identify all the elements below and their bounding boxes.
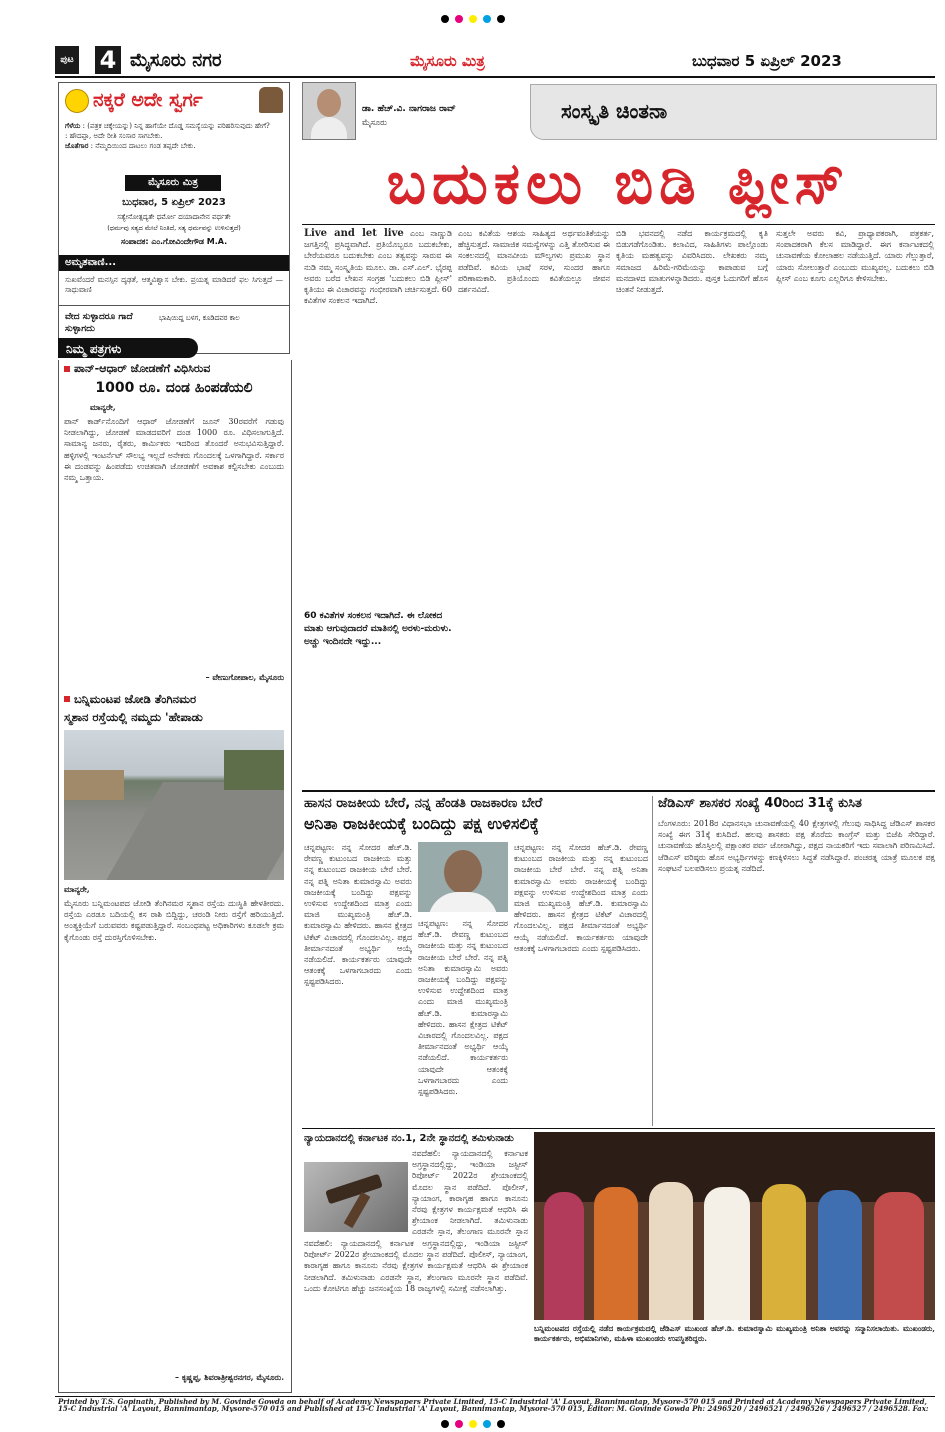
article2-body-col1: ಚನ್ನಪಟ್ಟಣ: ನನ್ನ ಸೋದರ ಹೆಚ್.ಡಿ. ರೇವಣ್ಣ ಕುಟುಂಬದ ರಾಜಕೀಯ ಮತ್ತು ನನ್ನ ಕುಟುಂಬದ ರಾಜಕೀಯ ಬೇರೆ ಬೇರೆ. ನನ್ನ ಪತ್ನಿ ಅನಿತಾ ಕುಮಾರಸ್ವಾಮಿ ಅವರು ರಾಜಕೀಯಕ್ಕೆ ಬಂದಿದ್ದು ಪಕ್ಷವನ್ನು ಉಳಿಸುವ ಉದ್ದೇಶದಿಂದ ಮಾತ್ರ ಎಂದು ಮಾಜಿ ಮುಖ್ಯಮಂತ್ರಿ ಹೆಚ್.ಡಿ. ಕುಮಾರಸ್ವಾಮಿ ಹೇಳಿದರು. ಹಾಸನ ಕ್ಷೇತ್ರದ ಟಿಕೆಟ್ ವಿಚಾರದಲ್ಲಿ ಗೊಂದಲವಿಲ್ಲ. ಪಕ್ಷದ ತೀರ್ಮಾನದಂತೆ ಅಭ್ಯರ್ಥಿ ಆಯ್ಕೆ ನಡೆಯಲಿದೆ. ಕಾರ್ಯಕರ್ತರು ಯಾವುದೇ ಆತಂಕಕ್ಕೆ ಒಳಗಾಗಬಾರದು ಎಂದು ಸ್ಪಷ್ಟಪಡಿಸಿದರು. xyxy=(304,843,412,987)
small-date: ಬುಧವಾರ, 5 ಏಪ್ರಿಲ್ 2023 xyxy=(122,197,226,208)
column-title: ಸಂಸ್ಕೃತಿ ಚಿಂತನಾ xyxy=(561,99,668,123)
humor-box xyxy=(58,82,290,354)
joke-item: ಜೊತೆಗಾರ : ನೆಮ್ಮದಿಯಿಂದ ದಾಟಲು ಗಂಡ ತಪ್ಪದೇ ಬೇಕು. xyxy=(65,141,196,150)
article2-body-col3: ಚನ್ನಪಟ್ಟಣ: ನನ್ನ ಸೋದರ ಹೆಚ್.ಡಿ. ರೇವಣ್ಣ ಕುಟುಂಬದ ರಾಜಕೀಯ ಮತ್ತು ನನ್ನ ಕುಟುಂಬದ ರಾಜಕೀಯ ಬೇರೆ ಬೇರೆ. ನನ್ನ ಪತ್ನಿ ಅನಿತಾ ಕುಮಾರಸ್ವಾಮಿ ಅವರು ರಾಜಕೀಯಕ್ಕೆ ಬಂದಿದ್ದು ಪಕ್ಷವನ್ನು ಉಳಿಸುವ ಉದ್ದೇಶದಿಂದ ಮಾತ್ರ ಎಂದು ಮಾಜಿ ಮುಖ್ಯಮಂತ್ರಿ ಹೆಚ್.ಡಿ. ಕುಮಾರಸ್ವಾಮಿ ಹೇಳಿದರು. ಹಾಸನ ಕ್ಷೇತ್ರದ ಟಿಕೆಟ್ ವಿಚಾರದಲ್ಲಿ ಗೊಂದಲವಿಲ್ಲ. ಪಕ್ಷದ ತೀರ್ಮಾನದಂತೆ ಅಭ್ಯರ್ಥಿ ಆಯ್ಕೆ ನಡೆಯಲಿದೆ. ಕಾರ್ಯಕರ್ತರು ಯಾವುದೇ ಆತಂಕಕ್ಕೆ ಒಳಗಾಗಬಾರದು ಎಂದು ಸ್ಪಷ್ಟಪಡಿಸಿದರು. xyxy=(514,843,648,953)
letter1-title-a: ಪಾನ್-ಆಧಾರ್ ಜೋಡಣೆಗೆ ವಿಧಿಸಿರುವ xyxy=(74,362,211,375)
section-title: ಮೈಸೂರು ನಗರ xyxy=(130,50,222,71)
registration-marks-bottom xyxy=(300,1413,645,1423)
column-bottom-rule xyxy=(302,790,935,792)
column-body-col4: ಸುತ್ತಲೇ ಅವರು ಕವಿ, ಪ್ರಾಧ್ಯಾಪಕರಾಗಿ, ಪತ್ರಕರ್ತ, ಸಂಪಾದಕರಾಗಿ ಕೆಲಸ ಮಾಡಿದ್ದಾರೆ. ಈಗ ಕರ್ನಾಟಕದಲ್ಲಿ ಚುನಾವಣೆಯ ಕೋಲಾಹಲ ನಡೆಯುತ್ತಿದೆ. ಯಾರು ಗೆಲ್ಲುತ್ತಾರೆ, ಯಾರು ಸೋಲುತ್ತಾರೆ ಎಂಬುದು ಮುಖ್ಯವಲ್ಲ. ಬದುಕಲು ಬಿಡಿ ಪ್ಲೀಸ್ ಎಂಬ ಕೂಗು ಎಲ್ಲರಿಗೂ ಕೇಳಿಸಬೇಕು. xyxy=(776,229,934,283)
veda-title: ವೇದ ಸುಳ್ಳಾದರೂ ಗಾದೆ ಸುಳ್ಳಾಗದು xyxy=(65,312,133,334)
letter2-marker xyxy=(64,696,70,702)
masthead-date: ಬುಧವಾರ 5 ಏಪ್ರಿಲ್ 2023 xyxy=(692,52,842,70)
paper-name: ಮೈಸೂರು ಮಿತ್ರ xyxy=(410,52,485,70)
article-mid-rule xyxy=(302,1128,935,1129)
pullquote: 60 ಕವಿತೆಗಳ ಸಂಕಲನ ಇದಾಗಿದೆ. ಈ ಲೋಕದ ಮಾತು ಆಗುವುದಾದರೆ ಮಾತಿನಲ್ಲಿ ಅರಳು-ಮರುಳು. ಅಚ್ಚು ಇಂದಿನದೇ ಇದ್ದು... xyxy=(304,611,452,647)
letter1-title-b: 1000 ರೂ. ದಂಡ ಹಿಂಪಡೆಯಲಿ xyxy=(95,380,253,396)
lead-english: Live and let live xyxy=(304,228,404,239)
article2-headline-b: ಅನಿತಾ ರಾಜಕೀಯಕ್ಕೆ ಬಂದಿದ್ದು ಪಕ್ಷ ಉಳಿಸಲಿಕ್ಕೆ xyxy=(304,814,539,833)
cartoon-icon xyxy=(259,87,283,113)
humor-title: ನಕ್ಕರೆ ಅದೇ ಸ್ವರ್ಗ xyxy=(93,89,203,111)
main-headline: ಬದುಕಲು ಬಿಡಿ ಪ್ಲೀಸ್ xyxy=(386,149,851,217)
sanskrit-quote-2: (ಧರ್ಮವು ಸತ್ಯದ ಮೇಲೆ ನಿಂತಿದೆ, ಸತ್ಯ ಧರ್ಮವನ್ನು ಉಳಿಸುತ್ತದೆ) xyxy=(107,224,241,232)
laugh-icon xyxy=(65,89,89,113)
registration-marks-top xyxy=(300,8,645,18)
column-body-col2: ಎಂಬ ಕವಿತೆಯ ಆಶಯ ಸಾಹಿತ್ಯದ ಅರ್ಥವಂತಿಕೆಯನ್ನು ಹೆಚ್ಚಿಸುತ್ತದೆ. ಸಾಮಾಜಿಕ ಸಮಸ್ಯೆಗಳನ್ನು ಎತ್ತಿ ತೋರಿಸುವ ಈ ಸಂಕಲನದಲ್ಲಿ ಮಾನವೀಯ ಮೌಲ್ಯಗಳು ಪ್ರಮುಖ ಸ್ಥಾನ ಪಡೆದಿವೆ. ಕವಿಯ ಭಾಷೆ ಸರಳ, ಸುಂದರ ಹಾಗೂ ಪರಿಣಾಮಕಾರಿ. ಪ್ರತಿಯೊಂದು ಕವಿತೆಯಲ್ಲೂ ಜೀವನ ದರ್ಶನವಿದೆ. xyxy=(458,229,610,295)
small-logo: ಮೈಸೂರು ಮಿತ್ರ xyxy=(125,175,221,191)
columnist-photo xyxy=(302,82,356,140)
article3-divider xyxy=(652,796,653,1126)
event-photo-caption: ಬನ್ನಿಮಂಟಪದ ರಸ್ತೆಯಲ್ಲಿ ನಡೆದ ಕಾರ್ಯಕ್ರಮದಲ್ಲಿ ಜೆಡಿಎಸ್ ಮುಖಂಡ ಹೆಚ್.ಡಿ. ಕುಮಾರಸ್ವಾಮಿ ಮುಖ್ಯಮಂತ್ರಿ ಅನಿತಾ ಅವರನ್ನು ಸನ್ಮಾನಿಸಲಾಯಿತು. ಮುಖಂಡರು, ಕಾರ್ಯಕರ್ತರು, ಅಭಿಮಾನಿಗಳು, ಮಹಿಳಾ ಮುಖಂಡರು ಉಪಸ್ಥಿತರಿದ್ದರು. xyxy=(534,1324,935,1343)
letter2-title-a: ಬನ್ನಿಮಂಟಪ ಜೋಡಿ ತೆಂಗಿನಮರ xyxy=(74,692,197,706)
article2-body-col2: ಚನ್ನಪಟ್ಟಣ: ನನ್ನ ಸೋದರ ಹೆಚ್.ಡಿ. ರೇವಣ್ಣ ಕುಟುಂಬದ ರಾಜಕೀಯ ಮತ್ತು ನನ್ನ ಕುಟುಂಬದ ರಾಜಕೀಯ ಬೇರೆ ಬೇರೆ. ನನ್ನ ಪತ್ನಿ ಅನಿತಾ ಕುಮಾರಸ್ವಾಮಿ ಅವರು ರಾಜಕೀಯಕ್ಕೆ ಬಂದಿದ್ದು ಪಕ್ಷವನ್ನು ಉಳಿಸುವ ಉದ್ದೇಶದಿಂದ ಮಾತ್ರ ಎಂದು ಮಾಜಿ ಮುಖ್ಯಮಂತ್ರಿ ಹೆಚ್.ಡಿ. ಕುಮಾರಸ್ವಾಮಿ ಹೇಳಿದರು. ಹಾಸನ ಕ್ಷೇತ್ರದ ಟಿಕೆಟ್ ವಿಚಾರದಲ್ಲಿ ಗೊಂದಲವಿಲ್ಲ. ಪಕ್ಷದ ತೀರ್ಮಾನದಂತೆ ಅಭ್ಯರ್ಥಿ ಆಯ್ಕೆ ನಡೆಯಲಿದೆ. ಕಾರ್ಯಕರ್ತರು ಯಾವುದೇ ಆತಂಕಕ್ಕೆ ಒಳಗಾಗಬಾರದು ಎಂದು ಸ್ಪಷ್ಟಪಡಿಸಿದರು. xyxy=(418,919,508,1097)
letter1-salutation: ಮಾನ್ಯರೇ, xyxy=(90,402,116,412)
article4-body-b: ನವದೆಹಲಿ: ನ್ಯಾಯದಾನದಲ್ಲಿ ಕರ್ನಾಟಕ ಅಗ್ರಸ್ಥಾನದಲ್ಲಿದ್ದು, ಇಂಡಿಯಾ ಜಸ್ಟೀಸ್ ರಿಪೋರ್ಟ್ 2022ರ ಶ್ರೇಯಾಂಕದಲ್ಲಿ ಮೊದಲ ಸ್ಥಾನ ಪಡೆದಿದೆ. ಪೊಲೀಸ್, ನ್ಯಾಯಾಂಗ, ಕಾರಾಗೃಹ ಹಾಗೂ ಕಾನೂನು ನೆರವು ಕ್ಷೇತ್ರಗಳ ಕಾರ್ಯಕ್ಷಮತೆ ಆಧರಿಸಿ ಈ ಶ್ರೇಯಾಂಕ ನೀಡಲಾಗಿದೆ. ತಮಿಳುನಾಡು ಎರಡನೇ ಸ್ಥಾನ, ತೆಲಂಗಾಣ ಮೂರನೇ ಸ್ಥಾನ ಪಡೆದಿವೆ. ಒಂದು ಕೋಟಿಗೂ ಹೆಚ್ಚು ಜನಸಂಖ್ಯೆಯ 18 ರಾಜ್ಯಗಳಲ್ಲಿ ಸಮೀಕ್ಷೆ ನಡೆಸಲಾಗಿತ್ತು. xyxy=(304,1239,528,1293)
letter1-author: – ವೇಣುಗೋಪಾಲ, ಮೈಸೂರು xyxy=(205,672,284,682)
letter1-body: ಪಾನ್ ಕಾರ್ಡ್‌ನೊಂದಿಗೆ ಆಧಾರ್ ಜೋಡಣೆಗೆ ಜೂನ್ 30ರವರೆಗೆ ಗಡುವು ನೀಡಲಾಗಿದ್ದು, ಜೋಡಣೆ ಮಾಡದವರಿಗೆ ದಂಡ 1000 ರೂ. ವಿಧಿಸಲಾಗುತ್ತಿದೆ. ಸಾಮಾನ್ಯ ಜನರು, ರೈತರು, ಕಾರ್ಮಿಕರು ಇದರಿಂದ ತೊಂದರೆ ಅನುಭವಿಸುತ್ತಿದ್ದಾರೆ. ಹಳ್ಳಿಗಳಲ್ಲಿ ಇಂಟರ್ನೆಟ್ ಸೌಲಭ್ಯ ಇಲ್ಲದೆ ಅನೇಕರು ಗೊಂದಲಕ್ಕೆ ಒಳಗಾಗಿದ್ದಾರೆ. ಸರ್ಕಾರ ಈ ದಂಡವನ್ನು ಹಿಂಪಡೆದು ಉಚಿತವಾಗಿ ಜೋಡಣೆಗೆ ಅವಕಾಶ ಕಲ್ಪಿಸಬೇಕು ಎಂಬುದು ನಮ್ಮ ಒತ್ತಾಯ. xyxy=(64,417,284,483)
article4-body-a: ನವದೆಹಲಿ: ನ್ಯಾಯದಾನದಲ್ಲಿ ಕರ್ನಾಟಕ ಅಗ್ರಸ್ಥಾನದಲ್ಲಿದ್ದು, ಇಂಡಿಯಾ ಜಸ್ಟೀಸ್ ರಿಪೋರ್ಟ್ 2022ರ ಶ್ರೇಯಾಂಕದಲ್ಲಿ ಮೊದಲ ಸ್ಥಾನ ಪಡೆದಿದೆ. ಪೊಲೀಸ್, ನ್ಯಾಯಾಂಗ, ಕಾರಾಗೃಹ ಹಾಗೂ ಕಾನೂನು ನೆರವು ಕ್ಷೇತ್ರಗಳ ಕಾರ್ಯಕ್ಷಮತೆ ಆಧರಿಸಿ ಈ ಶ್ರೇಯಾಂಕ ನೀಡಲಾಗಿದೆ. ತಮಿಳುನಾಡು ಎರಡನೇ ಸ್ಥಾನ, ತೆಲಂಗಾಣ ಮೂರನೇ ಸ್ಥಾನ xyxy=(412,1149,528,1236)
politician-photo xyxy=(418,842,508,912)
sanskrit-quote-1: ಸತ್ಯೇನೋತ್ಪದ್ಯತೇ ಧರ್ಮೋ ದಯಾದಾನೇನ ವರ್ಧತೇ xyxy=(117,213,231,221)
amrutavani-text: ಸುಖವೆಂದರೆ ಮನಸ್ಸಿನ ದೃಢತೆ, ಆತ್ಮವಿಶ್ವಾಸ ಬೇಕು. ಪ್ರಯತ್ನ ಮಾಡಿದರೆ ಫಲ ಸಿಗುತ್ತದೆ — ಸಾಧುವಾಣಿ xyxy=(65,275,283,294)
article3-headline: ಜೆಡಿಎಸ್ ಶಾಸಕರ ಸಂಖ್ಯೆ 40ರಿಂದ 31ಕ್ಕೆ ಕುಸಿತ xyxy=(658,796,862,811)
column-body-col3: ಬಿಡಿ ಭವನದಲ್ಲಿ ನಡೆದ ಕಾರ್ಯಕ್ರಮದಲ್ಲಿ ಕೃತಿ ಬಿಡುಗಡೆಗೊಂಡಿತು. ಕಲಾವಿದ, ಸಾಹಿತಿಗಳು ಪಾಲ್ಗೊಂಡು ಕೃತಿಯ ಮಹತ್ವವನ್ನು ವಿವರಿಸಿದರು. ಲೇಖಕರು ನಮ್ಮ ಸಮಾಜದ ಹಿರಿಮೆ-ಗರಿಮೆಯನ್ನು ಕಾಪಾಡುವ ಬಗ್ಗೆ ಮನದಾಳದ ಮಾತುಗಳನ್ನಾಡಿದರು. ಪುಸ್ತಕ ಓದುಗರಿಗೆ ಹೊಸ ಚಿಂತನೆ ನೀಡುತ್ತದೆ. xyxy=(616,229,768,295)
columnist-place: ಮೈಸೂರು xyxy=(362,118,387,127)
columnist-name: ಡಾ. ಹೆಚ್.ವಿ. ನಾಗರಾಜ ರಾವ್ xyxy=(362,104,456,114)
article3-body: ಬೆಂಗಳೂರು: 2018ರ ವಿಧಾನಸಭಾ ಚುನಾವಣೆಯಲ್ಲಿ 40 ಕ್ಷೇತ್ರಗಳಲ್ಲಿ ಗೆಲುವು ಸಾಧಿಸಿದ್ದ ಜೆಡಿಎಸ್ ಶಾಸಕರ ಸಂಖ್ಯೆ ಈಗ 31ಕ್ಕೆ ಕುಸಿದಿದೆ. ಹಲವು ಶಾಸಕರು ಪಕ್ಷ ತೊರೆದು ಕಾಂಗ್ರೆಸ್ ಮತ್ತು ಬಿಜೆಪಿ ಸೇರಿದ್ದಾರೆ. ಚುನಾವಣೆಯ ಹೊಸ್ತಿಲಲ್ಲಿ ಪಕ್ಷಾಂತರ ಪರ್ವ ಜೋರಾಗಿದ್ದು, ಪಕ್ಷದ ನಾಯಕರಿಗೆ ಇದು ಸವಾಲಾಗಿ ಪರಿಣಮಿಸಿದೆ. ಜೆಡಿಎಸ್ ವರಿಷ್ಠರು ಹೊಸ ಅಭ್ಯರ್ಥಿಗಳನ್ನು ಕಣಕ್ಕಿಳಿಸಲು ಸಿದ್ಧತೆ ನಡೆಸಿದ್ದಾರೆ. ಪಂಚರತ್ನ ಯಾತ್ರೆ ಮೂಲಕ ಪಕ್ಷ ಸಂಘಟನೆ ಬಲಪಡಿಸಲು ಪ್ರಯತ್ನ ನಡೆದಿದೆ. xyxy=(658,819,935,873)
event-photo xyxy=(534,1132,935,1320)
letter2-author: – ಕೃಷ್ಣಪ್ಪ, ಶಿವರಾತ್ರೀಶ್ವರನಗರ, ಮೈಸೂರು. xyxy=(175,1372,284,1382)
column-title-box xyxy=(530,84,937,140)
letter2-salutation: ಮಾನ್ಯರೇ, xyxy=(64,884,90,894)
joke-item: ಗೆಳೆಯ : (ಪತ್ರಕ ಚಕ್ಕೇಯನ್ನು) ನಿನ್ನ ಹಾಗೆಯೇ ದೊಡ್ಡ ಸಮಸ್ಯೆಯನ್ನು ಪರಿಹರಿಸುವುದು ಹೇಗೆ? xyxy=(65,121,270,130)
joke-list xyxy=(65,121,283,151)
footer-rule xyxy=(55,1396,935,1397)
editor-line: ಸಂಪಾದಕ: ಎಂ.ಗೋವಿಂದೇಗೌಡ M.A. xyxy=(120,237,228,246)
article2-headline-a: ಹಾಸನ ರಾಜಕೀಯ ಬೇರೆ, ನನ್ನ ಹೆಂಡತಿ ರಾಜಕಾರಣ ಬೇರೆ xyxy=(304,796,543,811)
letters-header-label: ನಿಮ್ಮ ಪತ್ರಗಳು xyxy=(66,342,122,356)
imprint-line: Printed by T.S. Gopinath, Published by M. Govinde Gowda on behalf of Academy Newspapers Private Limited, 15-C Industrial 'A' Layout, Bannimantap, Mysore-570 015 and Printed at Academy Newspapers Private Limited, 15-C Industrial 'A' Layout, Bannimantap, Mysore-570 015 and Published at 15-C Industrial 'A' Layout, Bannimantap, Mysore-570 015, Editor: M. Govinde Gowda Ph: 2496520 / 2496521 / 2496526 / 2496527 / 2496528. Fax: xyxy=(58,1398,929,1412)
page-number: 4 xyxy=(95,46,121,74)
road-photo xyxy=(64,730,284,880)
column-body-col1: Live and let live ಎಂಬ ನಾಣ್ಣುಡಿ ಜಗತ್ತಿನಲ್ಲಿ ಪ್ರಸಿದ್ಧವಾಗಿದೆ. ಪ್ರತಿಯೊಬ್ಬರೂ ಬದುಕಬೇಕು, ಬೇರೆಯವರೂ ಬದುಕಬೇಕು ಎಂಬ ತತ್ವವನ್ನು ಸಾರುವ ಈ ನುಡಿ ನಮ್ಮ ಸಂಸ್ಕೃತಿಯ ಮೂಲ. ಡಾ. ಎಸ್.ಎಲ್. ಭೈರಪ್ಪ ಅವರು ಬರೆದ ಲೇಖನ ಸಂಗ್ರಹ 'ಬದುಕಲು ಬಿಡಿ ಪ್ಲೀಸ್' ಕೃತಿಯು ಈ ವಿಚಾರವನ್ನು ಗಂಭೀರವಾಗಿ ಚರ್ಚಿಸುತ್ತದೆ. 60 ಕವಿತೆಗಳ ಸಂಕಲನ ಇದಾಗಿದೆ. xyxy=(304,228,452,306)
amrutavani-title: ಅಮೃತವಾಣಿ... xyxy=(59,255,289,271)
page-label: ಪುಟ xyxy=(55,46,79,74)
article4-headline: ನ್ಯಾಯದಾನದಲ್ಲಿ ಕರ್ನಾಟಕ ನಂ.1, 2ನೇ ಸ್ಥಾನದಲ್ಲಿ ತಮಿಳುನಾಡು xyxy=(304,1133,514,1144)
veda-text: ಭಾಷಿಯಿದ್ದ ಬಳಗ, ಕೂಡಿದವರ ಕಾಲ xyxy=(159,314,240,322)
joke-item: : ಹೌದಪ್ಪಾ, ಅದೇ ರೀತಿ ಸಂಸಾರ ಸಾಗಬೇಕು. xyxy=(65,132,163,140)
letter2-title-b: ಸ್ಮಶಾನ ರಸ್ತೆಯಲ್ಲಿ ನಮ್ಮದು 'ಹೇಪಾಡು xyxy=(64,710,203,724)
letter1-marker xyxy=(64,366,70,372)
masthead-rule xyxy=(55,76,935,78)
column-top-rule xyxy=(302,224,935,225)
letter2-body: ಮೈಸೂರು ಬನ್ನಿಮಂಟಪದ ಜೋಡಿ ತೆಂಗಿನಮರ ಸ್ಮಶಾನ ರಸ್ತೆಯ ದುಃಸ್ಥಿತಿ ಹೇಳತೀರದು. ರಸ್ತೆಯ ಎರಡೂ ಬದಿಯಲ್ಲಿ ಕಸ ರಾಶಿ ಬಿದ್ದಿದ್ದು, ಚರಂಡಿ ನೀರು ರಸ್ತೆಗೆ ಹರಿಯುತ್ತಿದೆ. ಅಂತ್ಯಕ್ರಿಯೆಗೆ ಬರುವವರು ಕಷ್ಟಪಡುತ್ತಿದ್ದಾರೆ. ಸಂಬಂಧಪಟ್ಟ ಅಧಿಕಾರಿಗಳು ಕೂಡಲೇ ಕ್ರಮ ಕೈಗೊಂಡು ರಸ್ತೆ ದುರಸ್ತಿಗೊಳಿಸಬೇಕು. xyxy=(64,899,284,942)
letters-header xyxy=(58,338,198,358)
gavel-photo xyxy=(304,1162,408,1232)
